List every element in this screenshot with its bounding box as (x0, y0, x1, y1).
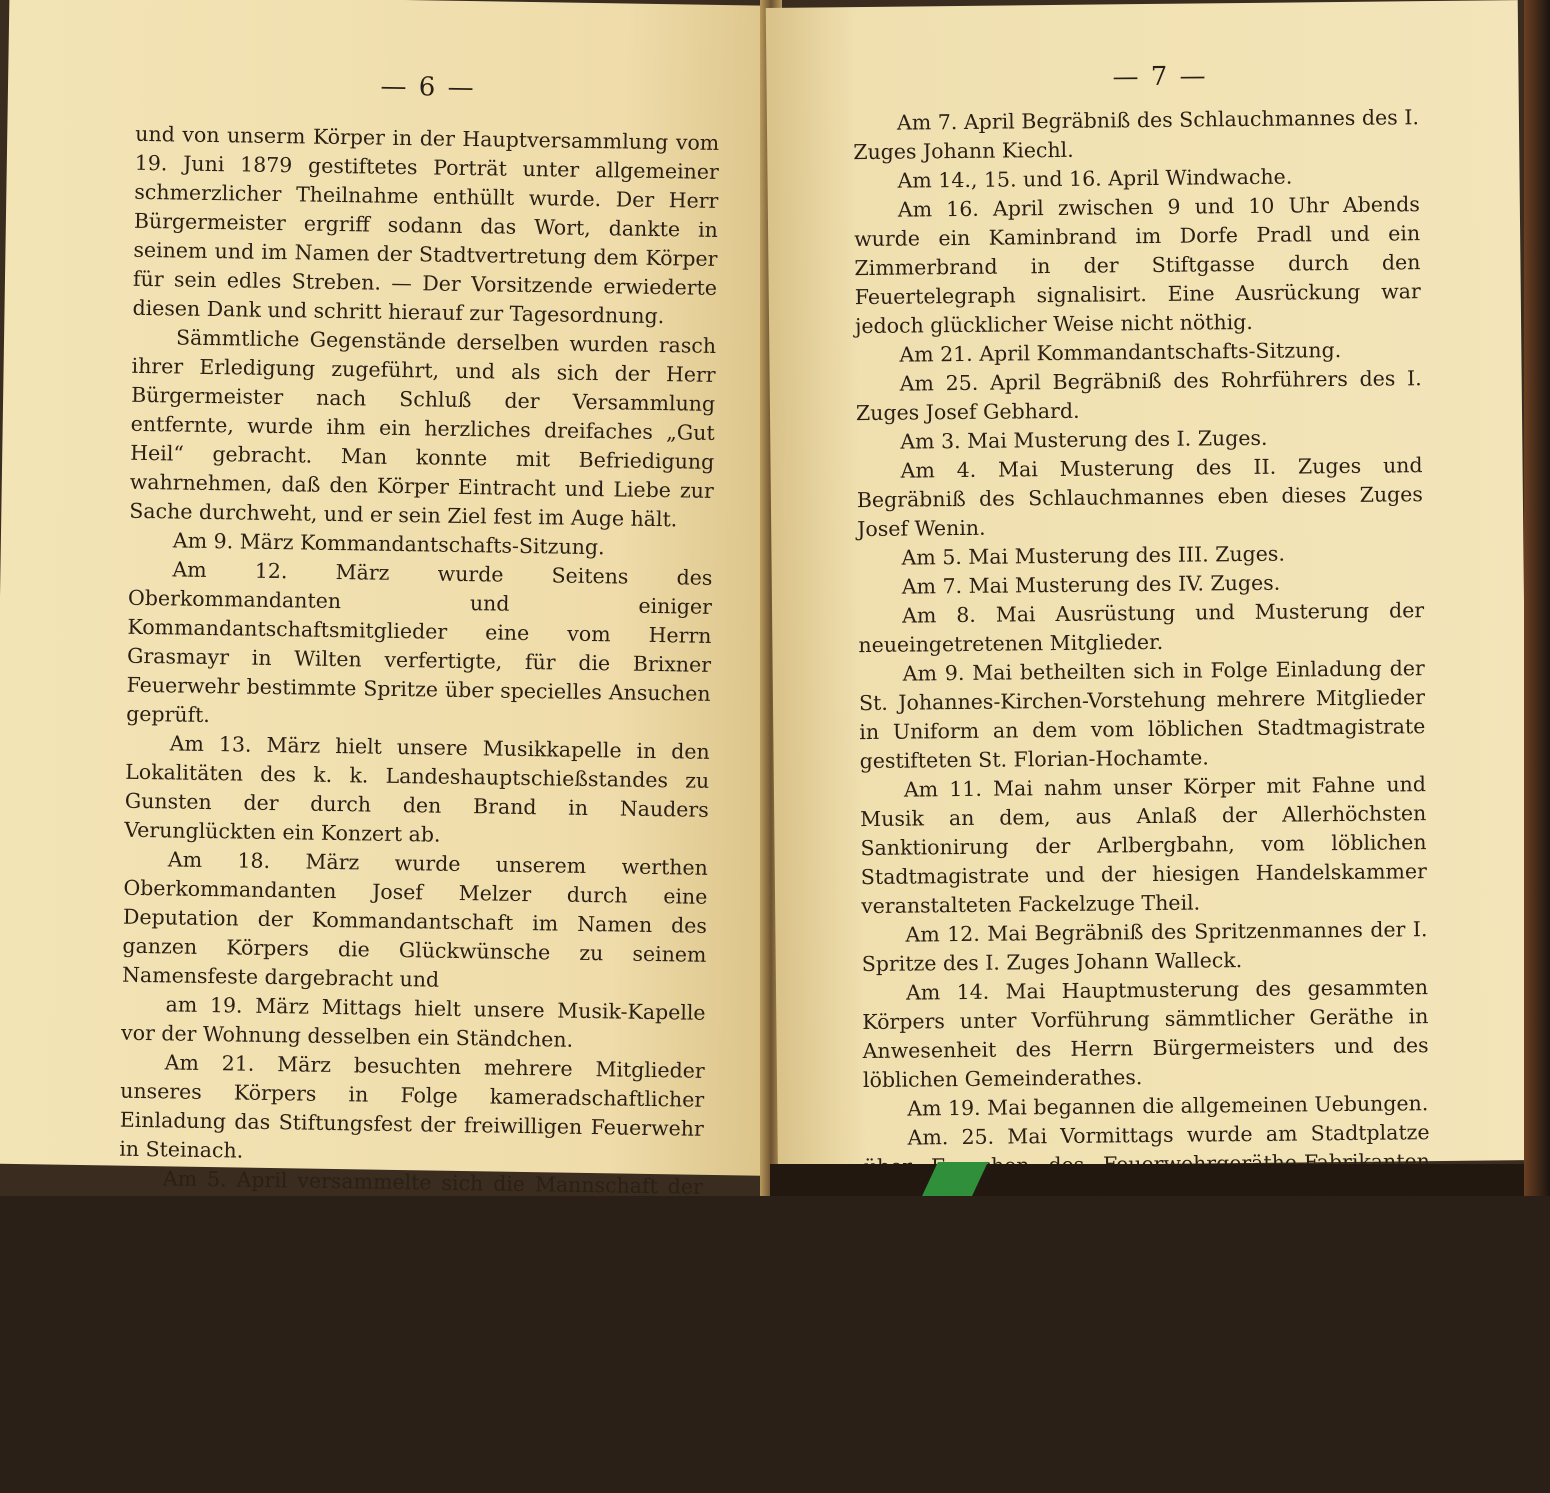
table-surface (770, 1164, 1550, 1196)
paragraph: Am 7. April Begräbniß des Schlauchmannes des I. Zuges Johann Kiechl. (853, 105, 1420, 165)
page-number: — 7 — (1112, 61, 1208, 93)
paragraph: Am 3. Mai Musterung des I. Zuges. (900, 425, 1268, 454)
paragraph: Am 19. Mai begannen die allgemeinen Uebungen. (907, 1091, 1429, 1121)
page-number: — 6 — (380, 71, 476, 104)
paragraph: Am 12. März wurde Seitens des Oberkommandanten und einiger Kommandantschaftsmitglieder eine vom Herrn Grasmayr in Wilten verfertigte, für die Brixner Feuerwehr bestimmte Spritze über specielles Ansuchen geprüft. (125, 557, 713, 728)
book-cover-edge (1524, 0, 1550, 1196)
page-body (114, 120, 719, 1492)
paragraph: Am 7. Mai Musterung des IV. Zuges. (901, 570, 1281, 599)
paragraph: Am 8. Mai Ausrüstung und Musterung der neueingetretenen Mitglieder. (858, 598, 1425, 658)
paragraph: Am 5. April versammelte sich die Mannschaft der laut Hauptversammlungs-Beschlusses vom 8. März 1880 zu einem selbstständigen Zuge erhobenen Abtheilung Dreiheiligen-Kohlstadt zur Wahl eines Zugs-Kommandanten. Als solcher gieng der bisherige Abtheilungs-Kommandant Anton Nußbaumer mit Acclamation hervor. (115, 1166, 704, 1367)
right-page (766, 0, 1530, 1383)
paragraph: Am 21. April Kommandantschafts-Sitzung. (899, 338, 1342, 367)
paragraph: und von unserm Körper in der Hauptversammlung vom 19. Juni 1879 gestiftetes Porträt unter allgemeiner schmerzlicher Theilnahme enthüllt wurde. Der Herr Bürgermeister ergriff sodann das Wort, dankte in seinem und im Namen der Stadtvertretung dem Körper für sein edles Streben. — Der Vorsitzende erwiederte diesen Dank und schritt hierauf zur Tagesordnung. (132, 121, 720, 329)
paragraph: Die Wahl als Steiger-Rottenführer fiel auf Kameraden Josef Zemmer und jene als Geräthemeister auf Kameraden Camil Felder, während die anderen bisherigen Chargen neuerdings bestätigt wurden. (114, 1369, 700, 1488)
paragraph: Am 12. Mai Begräbniß des Spritzenmannes der I. Spritze des I. Zuges Johann Walleck. (861, 917, 1428, 977)
paragraph: Am 25. April Begräbniß des Rohrführers des I. Zuges Josef Gebhard. (855, 366, 1422, 426)
paragraph: Am 16. April zwischen 9 und 10 Uhr Abends wurde ein Kaminbrand im Dorfe Pradl und ein Zimmerbrand in der Stiftgasse durch den Feuertelegraph signalisirt. Eine Ausrückung war jedoch glücklicher Weise nicht nöthig. (854, 192, 1421, 339)
paragraph: Am 14., 15. und 16. April Windwache. (897, 164, 1293, 193)
paragraph: Am. 25. Mai Vormittags wurde am Stadtplatze Feuerwehrgeräthe-Fabrikanten Spritze und eine Schubleiter durch die Kommandantschaft der freiwilligen Feuerwehr Innsbruck geprüft. Das Ergebniß der Spritzenprobe war ein geradezu überraschendes, indem die Maschine bei 120 Mm. Cylinderweite und 20 Cm. Kolbenhub 260—300 Liter (864, 1120, 1432, 1383)
paragraph: Am 18. März wurde unserem werthen Oberkommandanten Josef Melzer durch eine Deputation der Kommandantschaft im Namen des ganzen Körpers die Glückwünsche zu seinem Namensfeste dargebracht und (121, 847, 709, 992)
paragraph: Sämmtliche Gegenstände derselben wurden rasch ihrer Erledigung zugeführt, und als sich der Herr Bürgermeister nach Schluß der Versammlung entfernte, wurde ihm ein herzliches dreifaches „Gut Heil“ gebracht. Man konnte mit Befriedigung wahrnehmen, daß den Körper Eintracht und Liebe zur Sache durchweht, und er sein Ziel fest im Auge hält. (129, 325, 717, 532)
paragraph: Am 11. Mai nahm unser Körper mit Fahne und Musik an dem, aus Anlaß der Allerhöchsten Sanktionirung der Arlbergbahn, vom löblichen Stadtmagistrate und der hiesigen Handelskammer veranstalteten Fackelzuge Theil. (860, 772, 1427, 919)
paragraph: Am 13. März hielt unsere Musikkapelle in den Lokalitäten des k. k. Landeshauptschießstandes zu Gunsten der durch den Brand in Nauders Verunglückten ein Konzert ab. (124, 731, 710, 847)
paragraph: Am 21. März besuchten mehrere Mitglieder unseres Körpers in Folge kameradschaftlicher Einladung das Stiftungsfest der freiwilligen Feuerwehr in Steinach. (119, 1050, 705, 1163)
paragraph: am 19. März Mittags hielt unsere Musik-Kapelle vor der Wohnung desselben ein Ständchen. (120, 992, 706, 1052)
paragraph: Am 4. Mai Musterung des II. Zuges und Begräbniß des Schlauchmannes eben dieses Zuges Josef Wenin. (856, 453, 1423, 542)
paragraph: Am 9. Mai betheilten sich in Folge Einladung der St. Johannes-Kirchen-Vorstehung mehrere Mitglieder in Uniform an dem vom löblichen Stadtmagistrate gestifteten St. Florian-Hochamte. (858, 656, 1426, 774)
paragraph: Am 14. Mai Hauptmusterung des gesammten Körpers unter Vorführung sämmtlicher Geräthe in Anwesenheit des Herrn Bürgermeisters und des löblichen Gemeinderathes. (862, 975, 1429, 1093)
paragraph: Am 9. März Kommandantschafts-Sitzung. (172, 528, 605, 560)
paragraph: Am 5. Mai Musterung des III. Zuges. (901, 541, 1286, 570)
